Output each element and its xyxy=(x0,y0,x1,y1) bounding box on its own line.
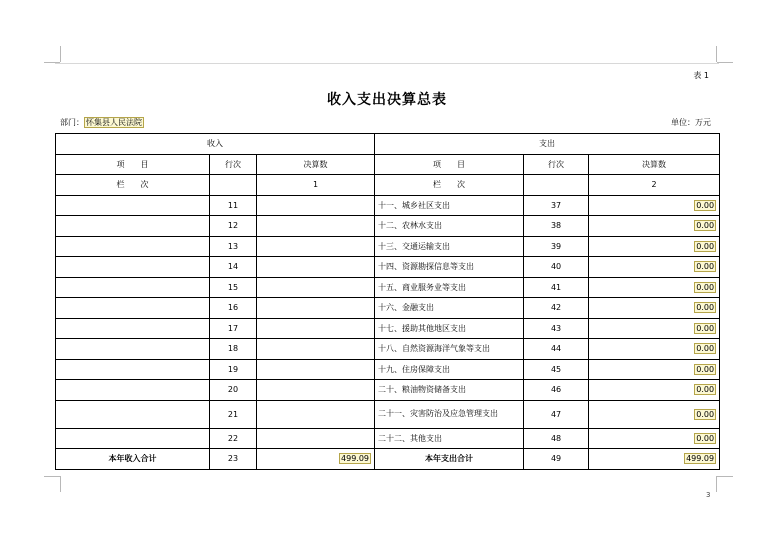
income-line-cell: 15 xyxy=(210,277,257,298)
expense-amount-value[interactable]: 0.00 xyxy=(696,364,715,374)
expense-amount-cell[interactable] xyxy=(589,318,720,339)
column-number-row xyxy=(56,175,720,196)
expense-line-cell: 43 xyxy=(524,318,589,339)
income-label-cell: 栏 次 xyxy=(56,175,210,196)
expense-line-cell: 42 xyxy=(524,298,589,319)
expense-amount-value[interactable]: 0.00 xyxy=(696,303,715,313)
expense-amount-cell[interactable] xyxy=(589,236,720,257)
department-line xyxy=(60,117,144,128)
income-item-cell xyxy=(56,195,210,216)
income-group-header: 收入 xyxy=(56,134,375,155)
income-column-number: 1 xyxy=(257,175,375,196)
budget-summary-table xyxy=(55,133,720,470)
table-row xyxy=(56,359,720,380)
page-title: 收入支出决算总表 xyxy=(327,92,447,108)
expense-item-cell: 十九、住房保障支出 xyxy=(375,359,524,380)
income-line-cell: 12 xyxy=(210,216,257,237)
table-row xyxy=(56,195,720,216)
expense-amount-cell[interactable] xyxy=(589,339,720,360)
expense-amount-value[interactable]: 0.00 xyxy=(696,282,715,292)
expense-line-cell: 40 xyxy=(524,257,589,278)
income-amount-cell[interactable] xyxy=(257,400,375,428)
table-row xyxy=(56,400,720,428)
department-name-field[interactable]: 怀集县人民法院 xyxy=(86,118,142,127)
expense-line-cell: 44 xyxy=(524,339,589,360)
income-line-cell: 16 xyxy=(210,298,257,319)
table-row xyxy=(56,339,720,360)
expense-item-cell: 十七、援助其他地区支出 xyxy=(375,318,524,339)
expense-line-cell: 37 xyxy=(524,195,589,216)
expense-total-line: 49 xyxy=(524,449,589,470)
income-amount-cell[interactable] xyxy=(257,277,375,298)
income-amount-cell[interactable] xyxy=(257,359,375,380)
expense-item-cell: 十八、自然资源海洋气象等支出 xyxy=(375,339,524,360)
crop-mark xyxy=(60,46,61,62)
income-line-cell: 22 xyxy=(210,428,257,449)
expense-amount-value[interactable]: 0.00 xyxy=(696,344,715,354)
income-amount-cell[interactable] xyxy=(257,236,375,257)
expense-amount-value[interactable]: 0.00 xyxy=(696,262,715,272)
expense-line-cell: 46 xyxy=(524,380,589,401)
income-line-cell: 17 xyxy=(210,318,257,339)
income-total-amount[interactable]: 499.09 xyxy=(341,454,370,464)
expense-line-cell: 45 xyxy=(524,359,589,380)
table-row xyxy=(56,428,720,449)
expense-line-cell: 48 xyxy=(524,428,589,449)
income-item-cell xyxy=(56,400,210,428)
expense-amount-value[interactable]: 0.00 xyxy=(696,200,715,210)
table-row xyxy=(56,277,720,298)
total-row xyxy=(56,449,720,470)
income-amount-header: 决算数 xyxy=(257,154,375,175)
expense-amount-cell[interactable] xyxy=(589,257,720,278)
expense-amount-value[interactable]: 0.00 xyxy=(696,241,715,251)
income-total-amount-cell[interactable] xyxy=(257,449,375,470)
income-amount-cell[interactable] xyxy=(257,339,375,360)
expense-amount-cell[interactable] xyxy=(589,298,720,319)
income-line-cell: 20 xyxy=(210,380,257,401)
income-item-cell xyxy=(56,359,210,380)
expense-item-header: 项 目 xyxy=(375,154,524,175)
expense-blank-cell xyxy=(524,175,589,196)
expense-amount-value[interactable]: 0.00 xyxy=(696,385,715,395)
crop-mark xyxy=(60,476,61,492)
table-row xyxy=(56,257,720,278)
table-row xyxy=(56,380,720,401)
expense-item-cell: 十五、商业服务业等支出 xyxy=(375,277,524,298)
income-item-header: 项 目 xyxy=(56,154,210,175)
expense-item-cell: 二十、粮油物资储备支出 xyxy=(375,380,524,401)
expense-line-cell: 38 xyxy=(524,216,589,237)
expense-amount-value[interactable]: 0.00 xyxy=(696,221,715,231)
income-line-cell: 19 xyxy=(210,359,257,380)
table-row xyxy=(56,236,720,257)
expense-amount-cell[interactable] xyxy=(589,380,720,401)
expense-item-cell: 十一、城乡社区支出 xyxy=(375,195,524,216)
crop-mark xyxy=(44,476,60,477)
expense-item-cell: 十二、农林水支出 xyxy=(375,216,524,237)
column-header-row xyxy=(56,154,720,175)
expense-line-cell: 39 xyxy=(524,236,589,257)
expense-total-amount[interactable]: 499.09 xyxy=(686,454,715,464)
income-item-cell xyxy=(56,216,210,237)
income-amount-cell[interactable] xyxy=(257,257,375,278)
expense-amount-cell[interactable] xyxy=(589,216,720,237)
income-line-cell: 18 xyxy=(210,339,257,360)
income-amount-cell[interactable] xyxy=(257,380,375,401)
expense-amount-cell[interactable] xyxy=(589,359,720,380)
page-number: 3 xyxy=(706,491,711,499)
expense-amount-header: 决算数 xyxy=(589,154,720,175)
income-line-cell: 21 xyxy=(210,400,257,428)
expense-group-header: 支出 xyxy=(375,134,720,155)
unit-label: 单位：万元 xyxy=(671,118,711,127)
expense-item-cell: 二十二、其他支出 xyxy=(375,428,524,449)
income-line-cell: 14 xyxy=(210,257,257,278)
income-amount-cell[interactable] xyxy=(257,318,375,339)
expense-line-cell: 47 xyxy=(524,400,589,428)
income-blank-cell xyxy=(210,175,257,196)
expense-amount-cell[interactable] xyxy=(589,277,720,298)
income-amount-cell[interactable] xyxy=(257,216,375,237)
table-number: 表 1 xyxy=(693,71,709,80)
document-sheet xyxy=(55,63,719,470)
group-header-row xyxy=(56,134,720,155)
income-item-cell xyxy=(56,318,210,339)
income-line-header: 行次 xyxy=(210,154,257,175)
crop-mark xyxy=(717,476,733,477)
department-label: 部门： xyxy=(60,118,84,127)
income-item-cell xyxy=(56,277,210,298)
income-amount-cell[interactable] xyxy=(257,428,375,449)
expense-amount-cell[interactable] xyxy=(589,195,720,216)
crop-mark xyxy=(716,476,717,492)
income-amount-cell[interactable] xyxy=(257,298,375,319)
income-item-cell xyxy=(56,298,210,319)
income-line-cell: 13 xyxy=(210,236,257,257)
income-line-cell: 11 xyxy=(210,195,257,216)
expense-amount-value[interactable]: 0.00 xyxy=(696,323,715,333)
income-item-cell xyxy=(56,428,210,449)
crop-mark xyxy=(717,62,733,63)
expense-line-cell: 41 xyxy=(524,277,589,298)
income-total-label: 本年收入合计 xyxy=(56,449,210,470)
table-row xyxy=(56,298,720,319)
expense-item-cell: 十六、金融支出 xyxy=(375,298,524,319)
expense-total-amount-cell[interactable] xyxy=(589,449,720,470)
table-row xyxy=(56,216,720,237)
income-total-line: 23 xyxy=(210,449,257,470)
expense-item-cell: 十四、资源勘探信息等支出 xyxy=(375,257,524,278)
income-item-cell xyxy=(56,257,210,278)
table-row xyxy=(56,318,720,339)
income-item-cell xyxy=(56,339,210,360)
income-item-cell xyxy=(56,236,210,257)
expense-amount-value[interactable]: 0.00 xyxy=(696,409,715,419)
expense-total-label: 本年支出合计 xyxy=(375,449,524,470)
expense-amount-cell[interactable] xyxy=(589,400,720,428)
expense-item-cell: 十三、交通运输支出 xyxy=(375,236,524,257)
crop-mark xyxy=(716,46,717,62)
expense-item-cell: 二十一、灾害防治及应急管理支出 xyxy=(375,400,524,428)
expense-amount-cell[interactable] xyxy=(589,428,720,449)
expense-label-cell: 栏 次 xyxy=(375,175,524,196)
expense-amount-value[interactable]: 0.00 xyxy=(696,433,715,443)
income-item-cell xyxy=(56,380,210,401)
income-amount-cell[interactable] xyxy=(257,195,375,216)
expense-line-header: 行次 xyxy=(524,154,589,175)
expense-column-number: 2 xyxy=(589,175,720,196)
